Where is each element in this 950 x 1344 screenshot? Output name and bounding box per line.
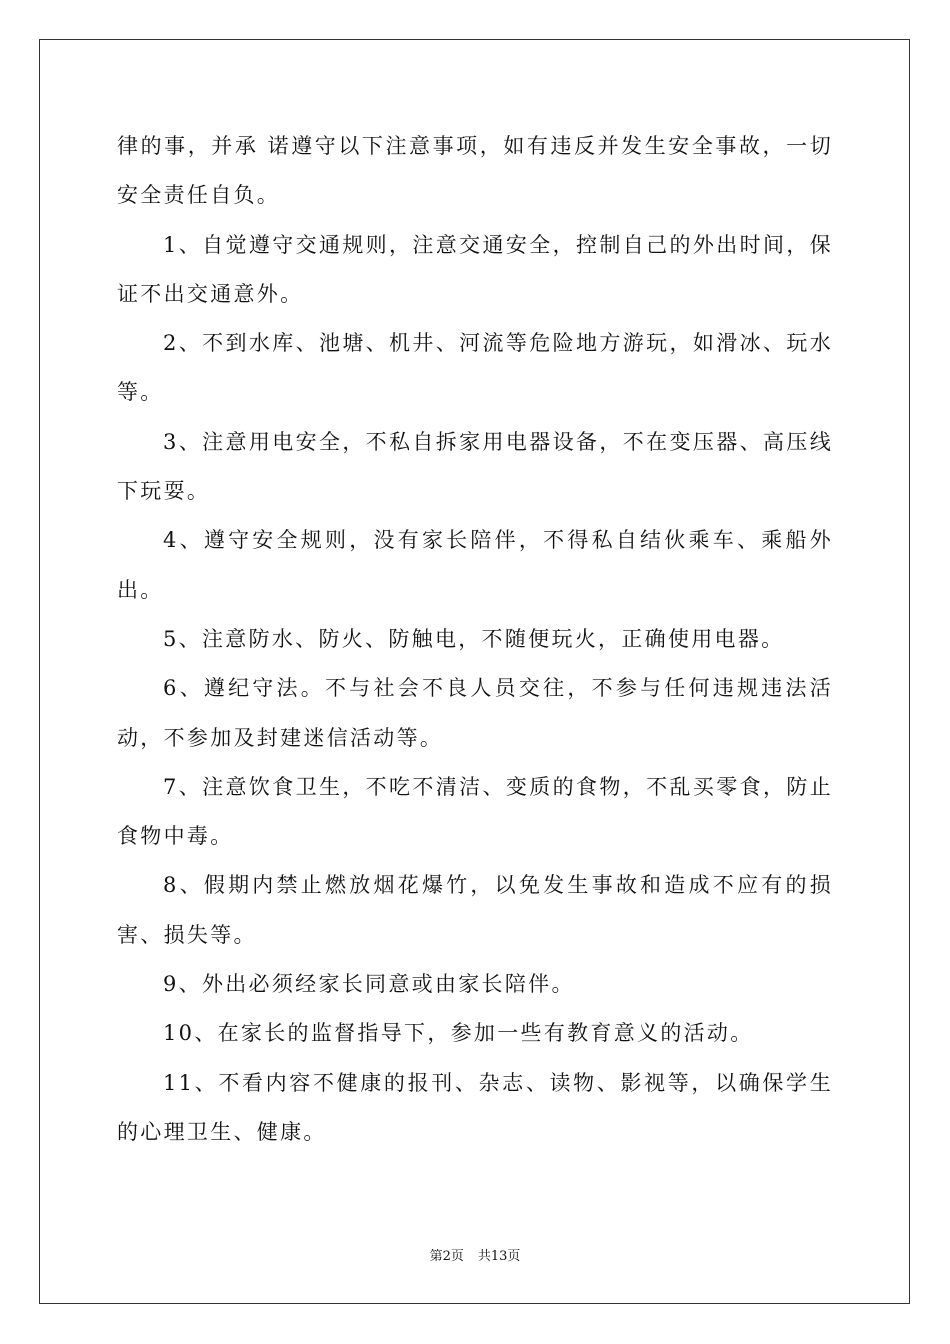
document-body xyxy=(117,122,833,1157)
rule-item-8: 8、假期内禁止燃放烟花爆竹，以免发生事故和造成不应有的损害、损失等。 xyxy=(117,873,833,947)
rule-item-3: 3、注意用电安全，不私自拆家用电器设备，不在变压器、高压线下玩耍。 xyxy=(117,429,833,504)
rule-item-11: 11、不看内容不健康的报刊、杂志、读物、影视等，以确保学生的心理卫生、健康。 xyxy=(117,1070,833,1144)
rule-item-4: 4、遵守安全规则，没有家长陪伴，不得私自结伙乘车、乘船外出。 xyxy=(117,528,833,602)
page-number: 第2页 xyxy=(429,1249,464,1264)
rule-item-10: 10、在家长的监督指导下，参加一些有教育意义的活动。 xyxy=(163,1021,754,1046)
rule-item-9: 9、外出必须经家长同意或由家长陪伴。 xyxy=(163,972,575,997)
page-total: 共13页 xyxy=(477,1249,521,1264)
rule-item-7: 7、注意饮食卫生，不吃不清洁、变质的食物，不乱买零食，防止食物中毒。 xyxy=(117,774,833,849)
rule-item-6: 6、遵纪守法。不与社会不良人员交往，不参与任何违规违法活动，不参加及封建迷信活动等。 xyxy=(117,676,833,750)
rule-item-2: 2、不到水库、池塘、机井、河流等危险地方游玩，如滑冰、玩水等。 xyxy=(117,331,833,405)
page-footer xyxy=(0,1248,950,1266)
paragraph-continuation: 律的事，并承 诺遵守以下注意事项，如有违反并发生安全事故，一切安全责任自负。 xyxy=(117,134,833,208)
rule-item-1: 1、自觉遵守交通规则，注意交通安全，控制自己的外出时间，保证不出交通意外。 xyxy=(117,232,833,306)
rule-item-5: 5、注意防水、防火、防触电，不随便玩火，正确使用电器。 xyxy=(163,626,785,651)
